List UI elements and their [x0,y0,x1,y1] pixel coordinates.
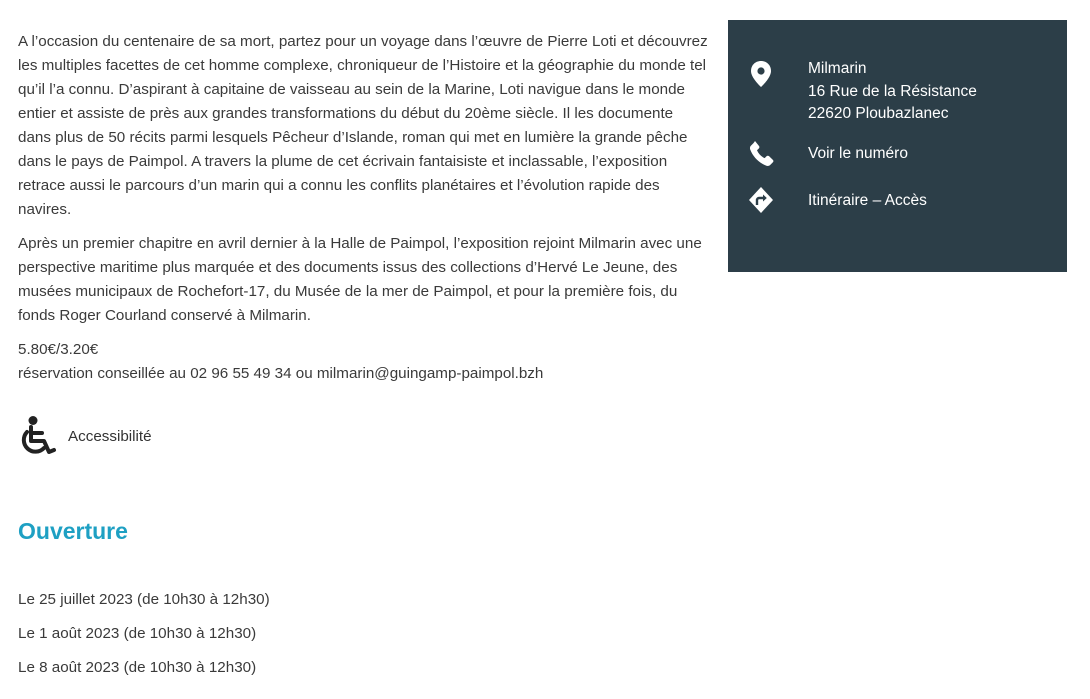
address-text [808,58,977,126]
accessibility-row[interactable] [18,415,152,457]
phone-icon [748,139,774,167]
venue-street: 16 Rue de la Résistance [808,82,977,100]
opening-date-item: Le 25 juillet 2023 (de 10h30 à 12h30) [18,591,270,608]
wheelchair-icon [18,415,58,457]
description-paragraph-2: Après un premier chapitre en avril dernier à la Halle de Paimpol, l’exposition rejoint Milmarin avec une perspective maritime plus marquée et des documents issus des collections d’Hervé Le Jeune, des musées municipaux de Rochefort-17, du Musée de la mer de Paimpol, et pour la première fois, du fonds Roger Courland conservé à Milmarin. [18,235,702,324]
venue-info-box [728,20,1067,272]
venue-city: 22620 Ploubazlanec [808,105,949,122]
venue-name: Milmarin [808,60,867,77]
accessibility-label: Accessibilité [68,427,152,445]
price-text: 5.80€/3.20€ [18,341,99,358]
map-pin-icon [748,60,774,88]
price-block [18,338,710,386]
opening-dates-list [18,588,270,690]
reservation-text: réservation conseillée au 02 96 55 49 34 ou milmarin@guingamp-paimpol.bzh [18,365,544,382]
directions-label[interactable]: Itinéraire – Accès [808,192,927,209]
opening-date-item: Le 1 août 2023 (de 10h30 à 12h30) [18,625,257,642]
phone-label[interactable]: Voir le numéro [808,145,908,162]
opening-date-item: Le 8 août 2023 (de 10h30 à 12h30) [18,659,257,676]
opening-title: Ouverture [18,518,128,544]
directions-icon [748,186,774,214]
event-description [18,30,710,386]
description-paragraph-1: A l’occasion du centenaire de sa mort, partez pour un voyage dans l’œuvre de Pierre Loti et découvrez les multiples facettes de cet homme complexe, chroniqueur de l’Histoire et la géographie du monde tel qu’il l’a connu. D’aspirant à capitaine de vaisseau au sein de la Marine, Loti navigue dans le monde entier et assiste de près aux grandes transformations du début du 20ème siècle. Il les documente dans plus de 50 récits parmi lesquels Pêcheur d’Islande, roman qui met en lumière la grande pêche dans le pays de Paimpol. A travers la plume de cet écrivain fantaisiste et inclassable, l’exposition retrace aussi le parcours d’un marin qui a connu les conflits planétaires et l’évolution rapide des navires. [18,33,708,218]
